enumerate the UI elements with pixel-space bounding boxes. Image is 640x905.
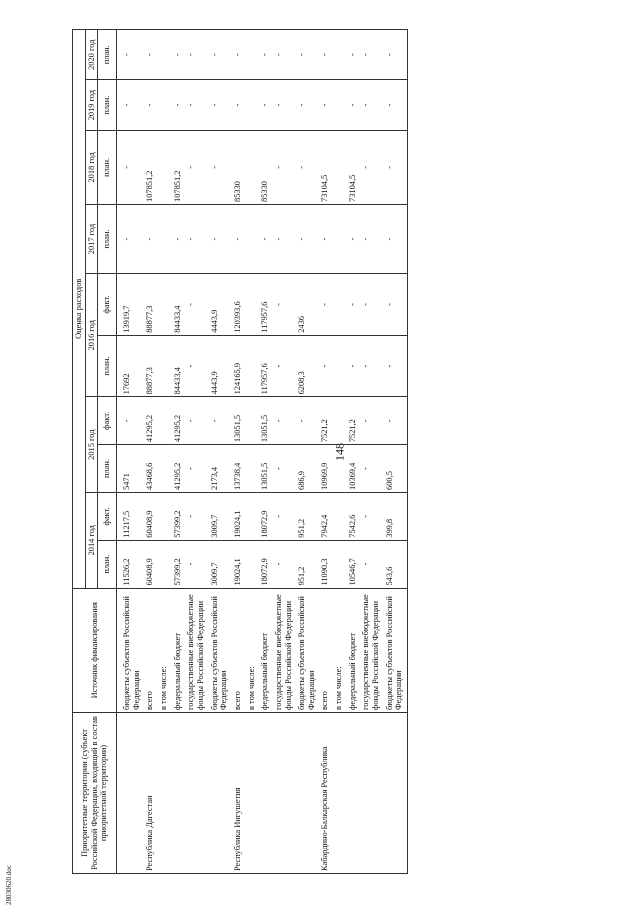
cell-value: - <box>360 335 383 397</box>
cell-value <box>333 445 347 493</box>
cell-value: 41295,2 <box>172 397 186 445</box>
cell-source: федеральный бюджет <box>259 588 273 713</box>
cell-value: - <box>347 30 361 80</box>
cell-value: 399,8 <box>384 492 408 540</box>
cell-value: - <box>319 274 333 336</box>
cell-value: - <box>116 397 144 445</box>
cell-source: всего <box>232 588 246 713</box>
cell-value: - <box>360 492 383 540</box>
table-row <box>347 30 361 874</box>
cell-value: - <box>259 80 273 130</box>
cell-value: 13051,5 <box>232 397 246 445</box>
cell-value: - <box>360 130 383 204</box>
cell-value: 951,2 <box>296 492 319 540</box>
cell-value: - <box>296 397 319 445</box>
cell-value: 57399,2 <box>172 492 186 540</box>
table-row <box>259 30 273 874</box>
cell-value <box>246 540 260 588</box>
cell-source: в том числе: <box>158 588 172 713</box>
cell-value: - <box>232 80 246 130</box>
cell-region <box>273 713 296 874</box>
cell-value: 19024,1 <box>232 540 246 588</box>
cell-value: - <box>273 204 296 273</box>
cell-value: - <box>360 30 383 80</box>
cell-source: государственные внебюджетные фонды Российской Федерации <box>273 588 296 713</box>
cell-value: 107851,2 <box>144 130 158 204</box>
cell-source: федеральный бюджет <box>172 588 186 713</box>
cell-value <box>246 130 260 204</box>
cell-value <box>333 335 347 397</box>
header-plan-2014: план. <box>98 540 117 588</box>
cell-source: бюджеты субъектов Российской Федерации <box>384 588 408 713</box>
cell-region <box>116 713 144 874</box>
cell-value: 43468,6 <box>144 445 158 493</box>
table-row <box>333 30 347 874</box>
cell-value: - <box>172 204 186 273</box>
cell-value: - <box>185 204 208 273</box>
cell-value: - <box>172 80 186 130</box>
cell-value: - <box>273 130 296 204</box>
cell-value: - <box>116 30 144 80</box>
cell-value: 120393,6 <box>232 274 246 336</box>
cell-value: - <box>360 274 383 336</box>
cell-value: 686,9 <box>296 445 319 493</box>
cell-value: 10969,9 <box>319 445 333 493</box>
table-row <box>116 30 144 874</box>
cell-value: - <box>273 80 296 130</box>
header-plan-2016: план. <box>98 335 117 397</box>
cell-value: - <box>273 492 296 540</box>
page-number: 148 <box>332 443 347 461</box>
cell-region <box>333 713 347 874</box>
cell-value: 13919,7 <box>116 274 144 336</box>
cell-value <box>246 335 260 397</box>
cell-value: 3009,7 <box>209 540 232 588</box>
cell-value <box>158 30 172 80</box>
rotated-table-wrapper <box>72 29 636 874</box>
cell-value: 73104,5 <box>347 130 361 204</box>
cell-value: - <box>232 204 246 273</box>
cell-value: - <box>360 397 383 445</box>
cell-value <box>158 397 172 445</box>
cell-value: 57399,2 <box>172 540 186 588</box>
cell-value: 85330 <box>259 130 273 204</box>
cell-region <box>158 713 172 874</box>
header-year-2019: 2019 год <box>85 80 98 130</box>
cell-region: Кабардино-Балкарская Республика <box>319 713 333 874</box>
cell-value: - <box>144 30 158 80</box>
document-code: 28030620.doc <box>5 865 13 905</box>
cell-value: 11526,2 <box>116 540 144 588</box>
cell-value: 60408,9 <box>144 540 158 588</box>
cell-value <box>246 274 260 336</box>
table-row <box>296 30 319 874</box>
cell-region <box>347 713 361 874</box>
cell-value <box>333 397 347 445</box>
cell-value: 7521,2 <box>319 397 333 445</box>
cell-value: - <box>360 204 383 273</box>
cell-source: государственные внебюджетные фонды Российской Федерации <box>360 588 383 713</box>
cell-value: - <box>296 30 319 80</box>
cell-value: - <box>209 130 232 204</box>
cell-value: 17692 <box>116 335 144 397</box>
cell-value: - <box>185 492 208 540</box>
cell-value <box>333 274 347 336</box>
table-row <box>144 30 158 874</box>
header-year-2014: 2014 год <box>85 492 98 588</box>
cell-value: 19024,1 <box>232 492 246 540</box>
cell-value: - <box>185 397 208 445</box>
header-region: Приоритетные территории (субъект Российской Федерации, входящий в состав приоритетной территории) <box>73 713 117 874</box>
cell-value <box>246 80 260 130</box>
cell-value: - <box>347 274 361 336</box>
header-plan-2020: план. <box>98 30 117 80</box>
cell-value: - <box>232 30 246 80</box>
header-fact-2015: факт. <box>98 397 117 445</box>
cell-value <box>246 397 260 445</box>
cell-value: 107851,2 <box>172 130 186 204</box>
cell-value: - <box>273 540 296 588</box>
cell-value: 7942,4 <box>319 492 333 540</box>
cell-value: 13051,5 <box>259 397 273 445</box>
cell-value: 2173,4 <box>209 445 232 493</box>
cell-value: - <box>347 80 361 130</box>
cell-value: - <box>360 540 383 588</box>
cell-value <box>333 130 347 204</box>
cell-value: - <box>384 397 408 445</box>
cell-value: - <box>259 204 273 273</box>
cell-value: - <box>209 204 232 273</box>
cell-value: 84433,4 <box>172 274 186 336</box>
cell-value: 10369,4 <box>347 445 361 493</box>
cell-value: 10546,7 <box>347 540 361 588</box>
cell-value: - <box>296 80 319 130</box>
cell-value: 18072,9 <box>259 540 273 588</box>
cell-value: 18072,9 <box>259 492 273 540</box>
cell-value: - <box>185 335 208 397</box>
cell-value: 41295,2 <box>172 445 186 493</box>
header-plan-2015: план. <box>98 445 117 493</box>
cell-value: 5471 <box>116 445 144 493</box>
table-row <box>384 30 408 874</box>
cell-value: - <box>273 30 296 80</box>
cell-value: 88877,3 <box>144 274 158 336</box>
header-plan-2019: план. <box>98 80 117 130</box>
cell-value: 3009,7 <box>209 492 232 540</box>
cell-region <box>384 713 408 874</box>
cell-value: 6208,3 <box>296 335 319 397</box>
cell-value: - <box>319 80 333 130</box>
header-group: Оценка расходов <box>73 30 86 589</box>
cell-value: - <box>360 80 383 130</box>
cell-value: - <box>185 30 208 80</box>
cell-region <box>246 713 260 874</box>
cell-value: - <box>116 80 144 130</box>
cell-value <box>246 492 260 540</box>
cell-value: - <box>273 445 296 493</box>
cell-value: 41295,2 <box>144 397 158 445</box>
table-body <box>116 30 407 874</box>
cell-value: - <box>185 80 208 130</box>
cell-value: 951,2 <box>296 540 319 588</box>
cell-value: 11090,3 <box>319 540 333 588</box>
cell-region <box>209 713 232 874</box>
cell-value: - <box>209 30 232 80</box>
cell-value: - <box>209 80 232 130</box>
cell-source: бюджеты субъектов Российской Федерации <box>296 588 319 713</box>
cell-value <box>333 204 347 273</box>
cell-value: - <box>360 445 383 493</box>
table-row <box>232 30 246 874</box>
cell-value <box>333 540 347 588</box>
cell-value <box>246 445 260 493</box>
cell-value <box>333 492 347 540</box>
cell-value: - <box>319 30 333 80</box>
cell-value: - <box>209 397 232 445</box>
cell-value: - <box>185 445 208 493</box>
cell-value: - <box>185 274 208 336</box>
cell-source: государственные внебюджетные фонды Российской Федерации <box>185 588 208 713</box>
cell-source: в том числе: <box>333 588 347 713</box>
header-fact-2016: факт. <box>98 274 117 336</box>
cell-region <box>296 713 319 874</box>
cell-region: Республика Ингушетия <box>232 713 246 874</box>
cell-region <box>172 713 186 874</box>
cell-value <box>158 445 172 493</box>
cell-value: - <box>259 30 273 80</box>
cell-value: - <box>172 30 186 80</box>
cell-value: - <box>384 274 408 336</box>
cell-value: - <box>273 335 296 397</box>
cell-value <box>158 204 172 273</box>
header-year-2018: 2018 год <box>85 130 98 204</box>
table-row <box>172 30 186 874</box>
cell-value: 11217,5 <box>116 492 144 540</box>
cell-value: 124165,9 <box>232 335 246 397</box>
header-year-2017: 2017 год <box>85 204 98 273</box>
cell-value: - <box>185 130 208 204</box>
cell-value: - <box>296 130 319 204</box>
header-plan-2017: план. <box>98 204 117 273</box>
cell-value: - <box>384 30 408 80</box>
cell-value: 13051,5 <box>259 445 273 493</box>
cell-value <box>246 204 260 273</box>
cell-value: - <box>185 540 208 588</box>
cell-value: - <box>347 335 361 397</box>
cell-value <box>158 274 172 336</box>
cell-value: - <box>319 335 333 397</box>
table-row <box>209 30 232 874</box>
cell-value: - <box>116 130 144 204</box>
cell-value: 4443,9 <box>209 274 232 336</box>
cell-value: - <box>319 204 333 273</box>
header-source: Источник финансирования <box>73 588 117 713</box>
cell-value <box>158 492 172 540</box>
table-row <box>158 30 172 874</box>
header-year-2020: 2020 год <box>85 30 98 80</box>
table-row <box>185 30 208 874</box>
cell-source: всего <box>144 588 158 713</box>
table-row <box>360 30 383 874</box>
cell-value: - <box>384 335 408 397</box>
cell-source: в том числе: <box>246 588 260 713</box>
cell-value: 117957,6 <box>259 335 273 397</box>
cell-value <box>158 80 172 130</box>
cell-value: 13738,4 <box>232 445 246 493</box>
cell-value: 73104,5 <box>319 130 333 204</box>
cell-value: - <box>116 204 144 273</box>
cell-value <box>158 540 172 588</box>
cell-value: - <box>347 204 361 273</box>
expenditure-table <box>72 29 408 874</box>
cell-value <box>158 130 172 204</box>
cell-value <box>333 80 347 130</box>
cell-source: федеральный бюджет <box>347 588 361 713</box>
cell-value: - <box>144 80 158 130</box>
cell-source: всего <box>319 588 333 713</box>
table-header <box>73 30 117 874</box>
cell-region <box>185 713 208 874</box>
cell-value <box>158 335 172 397</box>
cell-value: 4443,9 <box>209 335 232 397</box>
cell-source: бюджеты субъектов Российской Федерации <box>116 588 144 713</box>
cell-value: - <box>144 204 158 273</box>
cell-value: 84433,4 <box>172 335 186 397</box>
header-year-2015: 2015 год <box>85 397 98 493</box>
cell-value: 85330 <box>232 130 246 204</box>
cell-region <box>259 713 273 874</box>
cell-value: - <box>296 204 319 273</box>
table-row <box>246 30 260 874</box>
table-row <box>273 30 296 874</box>
cell-value <box>333 30 347 80</box>
cell-value: 117957,6 <box>259 274 273 336</box>
cell-value: 2436 <box>296 274 319 336</box>
cell-value: - <box>384 130 408 204</box>
cell-value: 600,5 <box>384 445 408 493</box>
header-year-2016: 2016 год <box>85 274 98 397</box>
cell-value: - <box>273 274 296 336</box>
cell-value: 7521,2 <box>347 397 361 445</box>
table-row <box>319 30 333 874</box>
cell-region <box>360 713 383 874</box>
header-fact-2014: факт. <box>98 492 117 540</box>
cell-value <box>246 30 260 80</box>
cell-value: - <box>384 204 408 273</box>
cell-value: 88877,3 <box>144 335 158 397</box>
cell-value: 7542,6 <box>347 492 361 540</box>
cell-value: - <box>273 397 296 445</box>
cell-value: 60408,9 <box>144 492 158 540</box>
cell-value: 543,6 <box>384 540 408 588</box>
cell-value: - <box>384 80 408 130</box>
header-plan-2018: план. <box>98 130 117 204</box>
cell-region: Республика Дагестан <box>144 713 158 874</box>
cell-source: бюджеты субъектов Российской Федерации <box>209 588 232 713</box>
